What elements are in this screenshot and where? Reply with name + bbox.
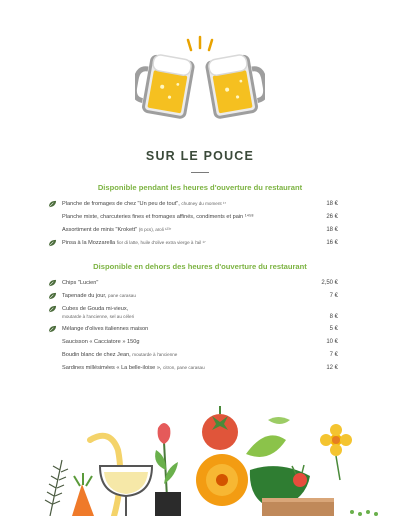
menu-item-price: 7 € xyxy=(329,293,338,299)
menu-item-detail: pane carasau xyxy=(108,293,136,298)
orange-icon xyxy=(196,454,248,506)
menu-item-detail: moutarde à l'ancienne, sel au céleri xyxy=(62,314,135,319)
menu-item-price: 18 € xyxy=(326,201,338,207)
menu-item-price: 7 € xyxy=(329,352,338,358)
leaf-icon xyxy=(48,292,57,300)
menu-item-detail: citron, pane carasau xyxy=(163,365,205,370)
menu-item-price: 12 € xyxy=(326,365,338,371)
menu-item-name: Sardines millésimées « La belle-iloise », xyxy=(62,365,164,371)
leaf-icon xyxy=(48,200,57,208)
menu-item-name: Tapenade du jour, xyxy=(62,293,109,299)
leaf-icon xyxy=(246,435,286,457)
menu-item-name: Cubes de Gouda mi-vieux, xyxy=(62,306,129,312)
menu-item-name: Planche de fromages de chez "Un peu de tout", xyxy=(62,201,182,207)
leaf-icon xyxy=(268,417,290,424)
leaf-icon xyxy=(48,279,57,287)
title-divider xyxy=(191,172,209,173)
bottle-icon xyxy=(155,492,181,516)
wine-glass-icon xyxy=(100,466,152,516)
menu-item-name: Planche mixte, charcuteries fines et fromages affinés, condiments et pain ¹⁴⁵⁸ xyxy=(62,214,254,220)
menu-item-price: 5 € xyxy=(329,326,338,332)
menu-item-name: Saucisson « Cacciatore » 150g xyxy=(62,339,140,345)
leaf-icon xyxy=(48,239,57,247)
menu-item-price: 10 € xyxy=(326,339,338,345)
carrot-icon xyxy=(72,473,94,516)
food-illustration xyxy=(0,400,400,516)
menu-item-detail: (6 pcs), aïoli ¹²³⁷ xyxy=(138,227,172,232)
menu-item-price: 8 € xyxy=(329,314,338,320)
section-heading: Disponible pendant les heures d'ouverture du restaurant xyxy=(97,183,303,192)
menu-item-name: Chips "Lucien" xyxy=(62,280,99,286)
menu-item-name: Pinsa à la Mozzarella xyxy=(62,240,117,246)
menu-item-name: Boudin blanc de chez Jean, xyxy=(62,352,133,358)
section-heading: Disponible en dehors des heures d'ouverture du restaurant xyxy=(93,262,307,271)
menu-item-price: 2,50 € xyxy=(321,280,338,286)
menu-item-detail: chutney du moment ¹⁷ xyxy=(181,201,227,206)
menu-item-price: 18 € xyxy=(326,227,338,233)
beer-mugs-icon xyxy=(135,34,265,129)
leaf-icon xyxy=(48,325,57,333)
menu-item-detail: fior di latte, huile d'olive extra vierge à l'ail ¹⁷ xyxy=(116,240,206,245)
menu-item-price: 16 € xyxy=(326,240,338,246)
menu-item-name: Mélange d'olives italiennes maison xyxy=(62,326,149,332)
menu-item-detail: moutarde à l'ancienne xyxy=(132,352,178,357)
page-title: SUR LE POUCE xyxy=(145,149,255,163)
menu-item-name: Assortiment de minis "Krokett" xyxy=(62,227,139,233)
rosemary-icon xyxy=(45,460,68,516)
leaf-icon xyxy=(48,305,57,313)
flower-icon xyxy=(320,424,352,480)
menu-item-price: 26 € xyxy=(326,214,338,220)
tomato-icon xyxy=(202,406,238,450)
